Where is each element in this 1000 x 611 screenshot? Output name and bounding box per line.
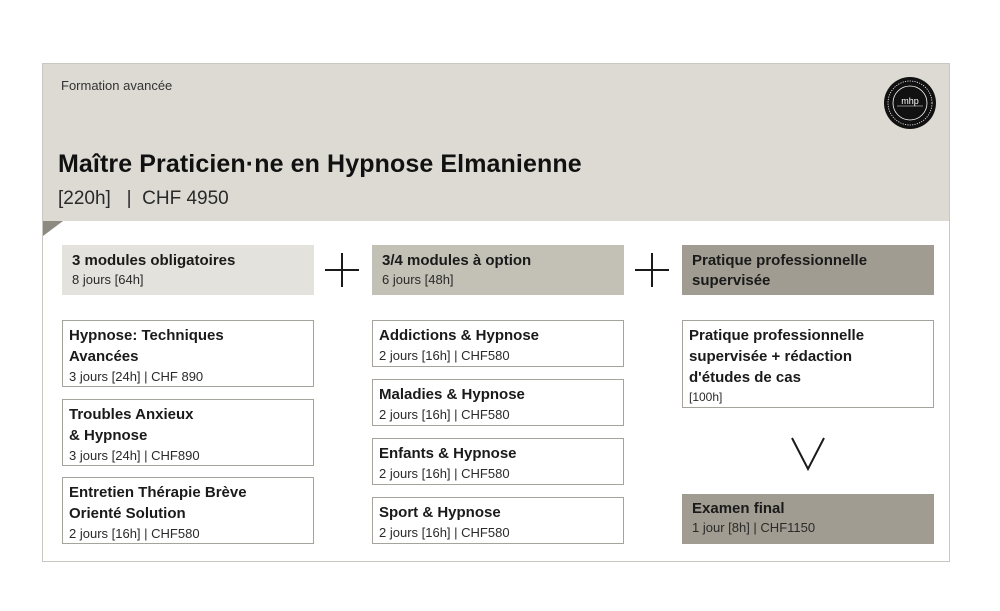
practice-card <box>682 320 934 408</box>
module-card <box>372 379 624 426</box>
module-title: Enfants & Hypnose <box>379 445 517 462</box>
program-title: Maître Praticien·ne en Hypnose Elmanienne <box>58 150 582 178</box>
module-title: Sport & Hypnose <box>379 504 501 521</box>
category-subtitle: 6 jours [48h] <box>382 272 454 287</box>
plus-icon <box>325 253 359 287</box>
category-title: 3/4 modules à option <box>382 252 532 269</box>
module-title: Addictions & Hypnose <box>379 327 540 344</box>
practice-title-line1: Pratique professionnelle <box>689 327 865 344</box>
exam-title: Examen final <box>692 500 785 517</box>
category-title-line1: Pratique professionnelle <box>692 252 868 269</box>
program-header <box>43 64 949 221</box>
module-detail: 2 jours [16h] | CHF580 <box>379 348 510 363</box>
module-card <box>62 399 314 466</box>
final-exam-box <box>682 494 934 544</box>
practice-detail: [100h] <box>689 390 723 404</box>
module-detail: 3 jours [24h] | CHF890 <box>69 448 200 463</box>
module-detail: 2 jours [16h] | CHF580 <box>379 466 510 481</box>
category-mandatory <box>62 245 314 295</box>
module-detail: 2 jours [16h] | CHF580 <box>379 525 510 540</box>
module-title-line2: Orienté Solution <box>69 505 186 522</box>
category-title-line2: supervisée <box>692 272 771 289</box>
module-card <box>372 497 624 544</box>
module-detail: 2 jours [16h] | CHF580 <box>69 526 200 541</box>
module-card <box>372 320 624 367</box>
corner-fold <box>43 221 63 236</box>
category-subtitle: 8 jours [64h] <box>72 272 144 287</box>
module-title: Maladies & Hypnose <box>379 386 525 403</box>
module-detail: 3 jours [24h] | CHF 890 <box>69 369 204 384</box>
module-title-line2: & Hypnose <box>69 427 148 444</box>
practice-title-line2: supervisée + rédaction <box>689 348 852 365</box>
exam-detail: 1 jour [8h] | CHF1150 <box>692 520 816 535</box>
module-card <box>62 477 314 544</box>
practice-title-line3: d'études de cas <box>689 369 801 386</box>
module-title-line2: Avancées <box>69 348 139 365</box>
module-detail: 2 jours [16h] | CHF580 <box>379 407 510 422</box>
plus-icon <box>635 253 669 287</box>
module-title-line1: Troubles Anxieux <box>69 406 194 423</box>
program-duration-price: [220h] | CHF 4950 <box>58 188 229 209</box>
logo-text: mhp <box>901 96 919 106</box>
category-optional <box>372 245 624 295</box>
module-card <box>62 320 314 387</box>
module-card <box>372 438 624 485</box>
module-title-line1: Entretien Thérapie Brève <box>69 484 247 501</box>
category-title: 3 modules obligatoires <box>72 252 236 269</box>
module-title-line1: Hypnose: Techniques <box>69 327 224 344</box>
seal-logo-icon <box>883 76 937 130</box>
category-practice <box>682 245 934 295</box>
eyebrow-label: Formation avancée <box>61 78 173 93</box>
chevron-down-icon <box>790 436 826 472</box>
